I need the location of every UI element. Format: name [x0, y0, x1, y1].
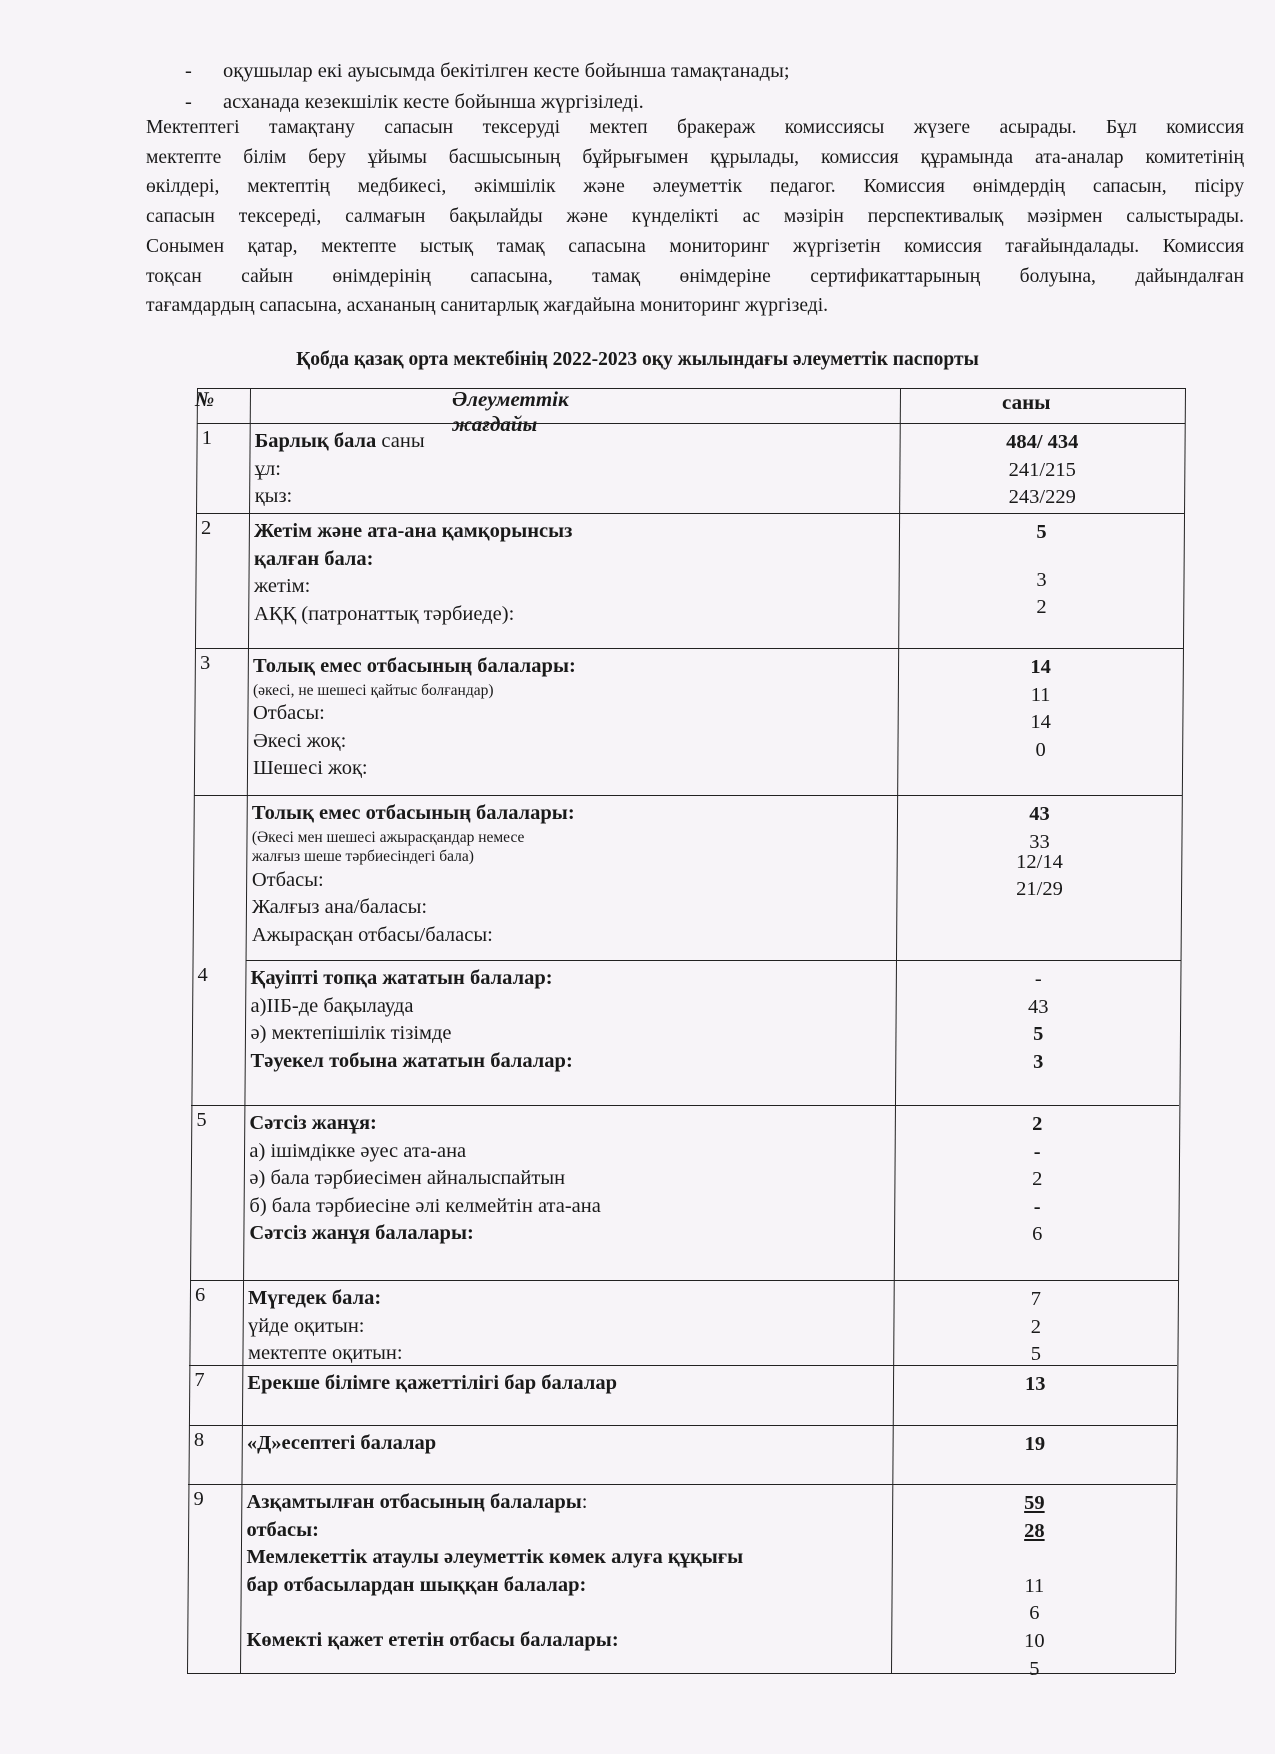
row-value: 6 — [1029, 1602, 1040, 1625]
row-value: 3 — [1033, 1050, 1044, 1073]
row-value: 2 — [1032, 1168, 1043, 1191]
body-paragraph — [146, 113, 1244, 321]
bullet-item: - асханада кезекшілік кесте бойынша жүргізіледі. — [185, 87, 790, 118]
row-number: 8 — [193, 1429, 205, 1451]
row-value: 7 — [1030, 1288, 1042, 1310]
row-label: Қауіпті топқа жататын балалар: — [250, 967, 553, 989]
row-label: ә) мектепішілік тізімде — [250, 1022, 452, 1044]
row-label: (әкесі, не шешесі қайтыс болғандар) — [252, 681, 494, 699]
row-values — [898, 654, 1183, 764]
row-label: Барлық бала саны — [254, 430, 425, 452]
row-value: 5 — [1033, 1023, 1044, 1046]
header-situation: Әлеуметтік жағдайы — [452, 387, 569, 436]
row-label: ә) бала тәрбиесімен айналыспайтын — [249, 1167, 566, 1189]
row-value: 2 — [1036, 596, 1047, 619]
row-label: қыз: — [254, 485, 293, 507]
row-value: 21/29 — [1016, 878, 1063, 901]
row-label: «Д»есептегі балалар — [246, 1432, 437, 1454]
row-number: 3 — [199, 652, 211, 674]
row-number: 2 — [201, 517, 212, 539]
row-value: 14 — [1030, 711, 1051, 734]
row-value: 5 — [1029, 1657, 1040, 1680]
row-value: 43 — [1028, 995, 1049, 1018]
row-values — [893, 1371, 1177, 1399]
row-value: 11 — [1024, 1574, 1045, 1597]
row-values — [900, 429, 1185, 512]
row-value: 43 — [1029, 803, 1050, 825]
row-values — [893, 1431, 1177, 1459]
table-grid-line — [246, 960, 1181, 961]
paragraph-line: өкілдері, мектептің медбикесі, әкімшілік және әлеуметтік педагог. Комиссия өнімдердің сапасын, пісіру — [146, 176, 1244, 198]
row-value: 28 — [1024, 1519, 1045, 1542]
row-values — [895, 1111, 1179, 1249]
table-grid-line — [189, 1425, 1177, 1426]
row-value: 13 — [1025, 1373, 1046, 1395]
row-label: АҚҚ (патронаттық тәрбиеде): — [254, 602, 515, 625]
row-value: 10 — [1024, 1629, 1045, 1652]
row-value — [899, 547, 1184, 567]
row-label: ұл: — [254, 457, 281, 480]
row-value: 3 — [1036, 568, 1047, 591]
row-label: а)ІІБ-де бақылауда — [250, 994, 414, 1017]
row-label: Әкесі жоқ: — [252, 729, 347, 752]
row-label: Толық емес отбасының балалары: — [251, 802, 575, 824]
paragraph-line: мектепте білім беру ұйымы басшысының бұйрығымен құрылады, комиссия құрамында ата-аналар комитетінің — [146, 146, 1244, 168]
row-number: 9 — [193, 1488, 204, 1510]
row-values — [896, 966, 1181, 1076]
row-value: - — [1033, 1140, 1041, 1163]
row-label: Мүгедек бала: — [248, 1287, 382, 1309]
row-value: 33 — [1029, 830, 1050, 853]
row-value: 12/14 — [1016, 850, 1063, 873]
row-label: (Әкесі мен шешесі ажырасқандар немесе — [251, 828, 525, 846]
row-label: отбасы: — [246, 1518, 319, 1541]
bullet-list — [185, 56, 790, 118]
row-value — [892, 1545, 1176, 1573]
row-label: бар отбасылардан шыққан балалар: — [246, 1573, 587, 1596]
row-value: - — [1033, 1195, 1041, 1218]
row-number: 1 — [201, 427, 212, 449]
row-number: 5 — [196, 1109, 207, 1131]
bullet-text: асханада кезекшілік кесте бойынша жүргізіледі. — [223, 91, 644, 113]
row-label: Толық емес отбасының балалары: — [252, 655, 576, 677]
row-value: 14 — [1030, 656, 1051, 678]
row-values — [899, 519, 1184, 622]
row-value: 0 — [1035, 738, 1046, 761]
row-label: Азқамтылған отбасының балалары: — [246, 1491, 588, 1513]
row-value: 243/229 — [1008, 486, 1076, 509]
paragraph-line: тоқсан сайын өнімдерінің сапасына, тамақ өнімдеріне сертификаттарының болуына, дайындалған — [146, 265, 1244, 287]
row-value: 2 — [1030, 1315, 1042, 1338]
row-value: 6 — [1032, 1223, 1043, 1246]
row-number: 6 — [195, 1284, 206, 1306]
row-label: мектепте оқитын: — [248, 1342, 403, 1364]
row-value: - — [1034, 968, 1042, 990]
row-label: үйде оқитын: — [248, 1314, 365, 1337]
row-label: б) бала тәрбиесіне әлі келмейтін ата-ана — [249, 1194, 601, 1217]
table-title: Қобда қазақ орта мектебінің 2022-2023 оқу жылындағы әлеуметтік паспорты — [296, 349, 979, 370]
table-grid-line — [187, 388, 198, 1673]
header-no: № — [195, 387, 215, 411]
row-label: Ерекше білімге қажеттілігі бар балалар — [247, 1372, 617, 1394]
row-value: 11 — [1030, 683, 1051, 706]
row-value: 2 — [1032, 1113, 1043, 1135]
table-grid-line — [197, 388, 1185, 389]
row-label: жетім: — [254, 575, 311, 597]
row-label: Отбасы: — [252, 702, 325, 724]
paragraph-line: Сонымен қатар, мектепте ыстық тамақ сапасына мониторинг жүргізетін комиссия тағайындалады. Комиссия — [146, 235, 1244, 257]
row-label: Сәтсіз жанұя: — [249, 1112, 377, 1134]
row-label: Тәуекел тобына жататын балалар: — [250, 1049, 573, 1072]
row-label: Жетім және ата-ана қамқорынсыз — [254, 520, 573, 542]
row-value: 5 — [1036, 521, 1047, 543]
row-values — [894, 1286, 1178, 1369]
row-value: 59 — [1024, 1492, 1045, 1514]
row-value: 19 — [1024, 1433, 1046, 1455]
row-label: а) ішімдікке әуес ата-ана — [249, 1139, 467, 1162]
table-grid-line — [190, 1280, 1178, 1281]
row-label: Сәтсіз жанұя балалары: — [249, 1222, 474, 1244]
row-label: Шешесі жоқ: — [252, 757, 368, 779]
bullet-item: - оқушылар екі ауысымда бекітілген кесте бойынша тамақтанады; — [185, 56, 790, 87]
table-grid-line — [188, 1484, 1176, 1485]
paragraph-line: тағамдардың сапасына, асхананың санитарлық жағдайына мониторинг жүргізеді. — [146, 295, 829, 317]
paragraph-line: Мектептегі тамақтану сапасын тексеруді мектеп бракераж комиссиясы жүзеге асырады. Бұл комиссия — [146, 117, 1244, 138]
row-label: Мемлекеттік атаулы әлеуметтік көмек алуға құқығы — [246, 1546, 744, 1568]
bullet-text: оқушылар екі ауысымда бекітілген кесте бойынша тамақтанады; — [223, 60, 790, 82]
table-grid-line — [197, 423, 1185, 424]
table-grid-line — [195, 648, 1183, 649]
header-count: саны — [1002, 390, 1051, 414]
row-number: 4 — [197, 964, 208, 986]
row-label: жалғыз шеше тәрбиесіндегі бала) — [251, 848, 474, 865]
row-value: 241/215 — [1008, 458, 1076, 481]
row-value: 484/ 434 — [1006, 431, 1079, 453]
table-grid-line — [196, 513, 1184, 514]
row-values — [892, 1490, 1176, 1683]
row-label: Отбасы: — [251, 868, 324, 891]
table-grid-line — [240, 388, 251, 1673]
row-value: 5 — [1030, 1343, 1042, 1366]
row-label: Көмекті қажет ететін отбасы балалары: — [246, 1628, 619, 1651]
row-number: 7 — [194, 1369, 205, 1391]
row-label: қалған бала: — [254, 547, 374, 570]
row-values — [897, 801, 1182, 904]
row-label: Жалғыз ана/баласы: — [251, 896, 428, 918]
table-grid-line — [194, 795, 1182, 796]
table-grid-line — [191, 1105, 1179, 1106]
paragraph-line: сапасын тексереді, салмағын бақылайды және күнделікті ас мәзірін перспективалық мәзірмен салыстырады. — [146, 206, 1244, 228]
row-label: Ажырасқан отбасы/баласы: — [251, 923, 493, 946]
